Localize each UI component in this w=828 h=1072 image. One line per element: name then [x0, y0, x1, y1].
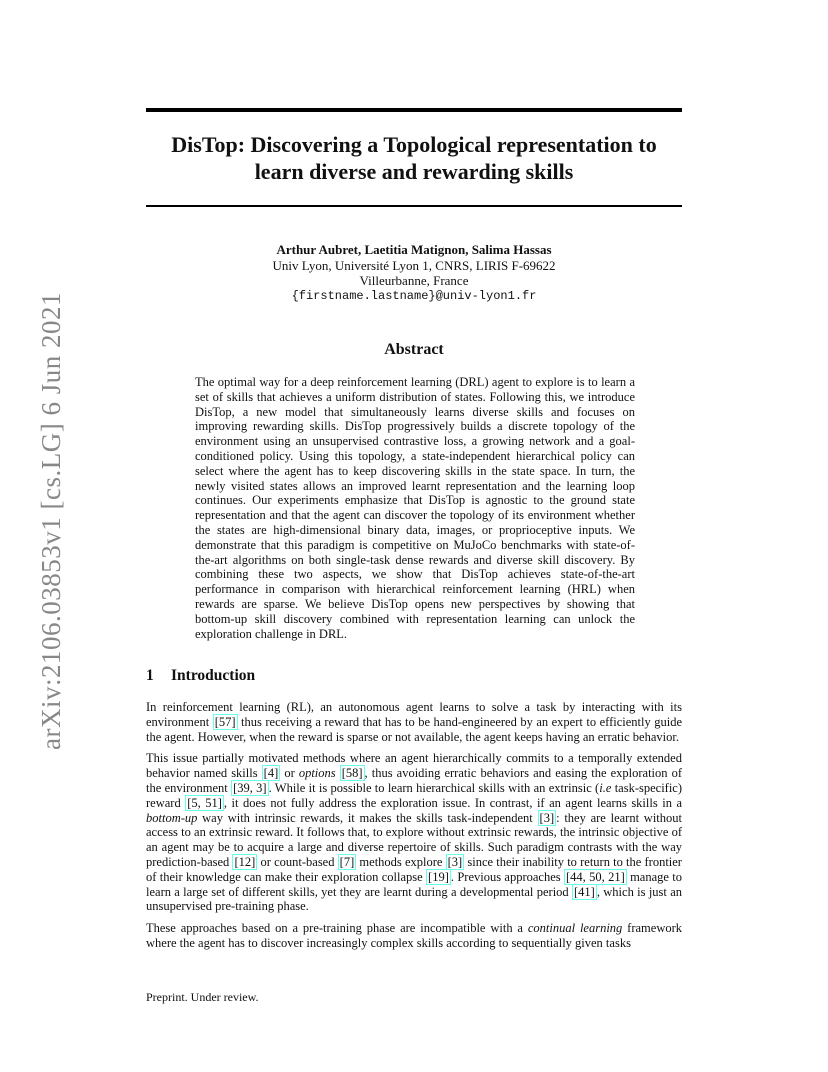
citation-link[interactable]: [57] [214, 714, 236, 729]
abstract-heading: Abstract [384, 341, 444, 358]
text: since their inability to return to the frontier of their knowledge can make their exploration collapse [146, 854, 682, 884]
text: framework where the agent has to discover increasingly complex skills according to sequentially given tasks [146, 921, 683, 950]
text: manage to learn a large set of different skills, yet they are learnt during a developmental period [146, 869, 682, 899]
text: task-specific) reward [146, 780, 683, 810]
title-bottom-rule [146, 205, 682, 207]
text: This issue partially motivated methods where an agent hierarchically commits to a temporally extended behavior named skills [146, 751, 682, 781]
abstract-text: The optimal way for a deep reinforcement learning (DRL) agent to explore is to learn a set of skills that achieves a uniform distribution of states. Following this, we introduce DisTop, a new model that simultaneously learns diverse skills and focuses on improving rewarding skills. DisTop progressively builds a discrete topology of the environment using an unsupervised contrastive loss, a growing network and a goal-conditioned policy. Using this topology, a state-independent hierarchical policy can select where the agent has to keep discovering skills in the state space. In turn, the newly visited states allows an improved learnt representation and the learning loop continues. Our experiments emphasize that DisTop is agnostic to the ground state representation and that the agent can discover the topology of its environment whether the states are high-dimensional binary data, images, or proprioceptive inputs. We demonstrate that this paradigm is competitive on MuJoCo benchmarks with state-of-the-art algorithms on both single-task dense rewards and diverse skill discovery. By combining these two aspects, we show that DisTop achieves state-of-the-art performance in comparison with hierarchical reinforcement learning (HRL) when rewards are sparse. We believe DisTop opens new perspectives by showing that bottom-up skill discovery combined with representation learning can unlock the exploration challenge in DRL. [195, 375, 635, 641]
text: , it does not fully address the exploration issue. In contrast, if an agent learns skills in a [223, 795, 682, 810]
citation-link[interactable]: [19] [428, 869, 449, 884]
citation-link[interactable]: [7] [339, 854, 355, 869]
paragraph-1 [146, 700, 682, 744]
text: . Previous approaches [450, 869, 564, 884]
paragraph-3 [146, 921, 682, 951]
paper-title [146, 131, 682, 185]
emphasis: bottom-up [146, 810, 198, 825]
citation-link[interactable]: [5, 51] [187, 795, 222, 810]
section-number: 1 [146, 667, 154, 684]
title-line-1: DisTop: Discovering a Topological representation to [171, 132, 657, 157]
emphasis: continual learning [527, 921, 623, 936]
text: way with intrinsic rewards, it makes the skills task-independent [197, 810, 538, 825]
title-line-2: learn diverse and rewarding skills [254, 159, 574, 184]
affiliation: Univ Lyon, Université Lyon 1, CNRS, LIRIS F-69622 [272, 257, 556, 273]
text: : they are learnt without access to an extrinsic reward. It follows that, to explore without extrinsic rewards, the intrinsic objective of an agent may be to acquire a large and diverse repertoire of skills. Such paradigm contrasts with the way prediction-based [146, 810, 683, 869]
text: . While it is possible to learn hierarchical skills with an extrinsic ( [268, 780, 600, 795]
citation-link[interactable]: [12] [234, 854, 256, 869]
location: Villeurbanne, France [359, 273, 469, 288]
citation-link[interactable]: [58] [341, 766, 363, 781]
text: thus receiving a reward that has to be hand-engineered by an expert to efficiently guide the agent. However, when the reward is sparse or not available, the agent keeps having an erratic behavior. [146, 714, 682, 744]
emphasis: i.e [599, 780, 612, 795]
citation-link[interactable]: [44, 50, 21] [565, 869, 625, 884]
introduction-body [146, 700, 682, 958]
text: or [280, 766, 299, 781]
text: , thus avoiding erratic behaviors and easing the exploration of the environment [146, 766, 682, 795]
author-names: Arthur Aubret, Laetitia Matignon, Salima Hassas [276, 242, 552, 257]
text: , which is just an unsupervised pre-training phase. [146, 884, 682, 914]
citation-link[interactable]: [4] [263, 766, 279, 781]
citation-link[interactable]: [3] [447, 854, 463, 869]
emphasis: options [298, 766, 336, 781]
arxiv-watermark: arXiv:2106.03853v1 [cs.LG] 6 Jun 2021 [36, 292, 66, 750]
text: methods explore [356, 854, 446, 869]
footer-note: Preprint. Under review. [146, 990, 259, 1004]
text: These approaches based on a pre-training phase are incompatible with a [146, 921, 528, 936]
paragraph-2 [146, 751, 682, 914]
citation-link[interactable]: [39, 3] [233, 780, 267, 795]
citation-link[interactable]: [3] [539, 810, 555, 825]
section-heading [146, 667, 255, 685]
citation-link[interactable]: [41] [574, 884, 595, 899]
section-title: Introduction [171, 667, 256, 684]
author-block [146, 242, 682, 304]
title-top-rule [146, 108, 682, 112]
email: {firstname.lastname}@univ-lyon1.fr [291, 288, 537, 303]
text: In reinforcement learning (RL), an autonomous agent learns to solve a task by interacting with its environment [146, 700, 682, 729]
text: or count-based [257, 854, 338, 869]
